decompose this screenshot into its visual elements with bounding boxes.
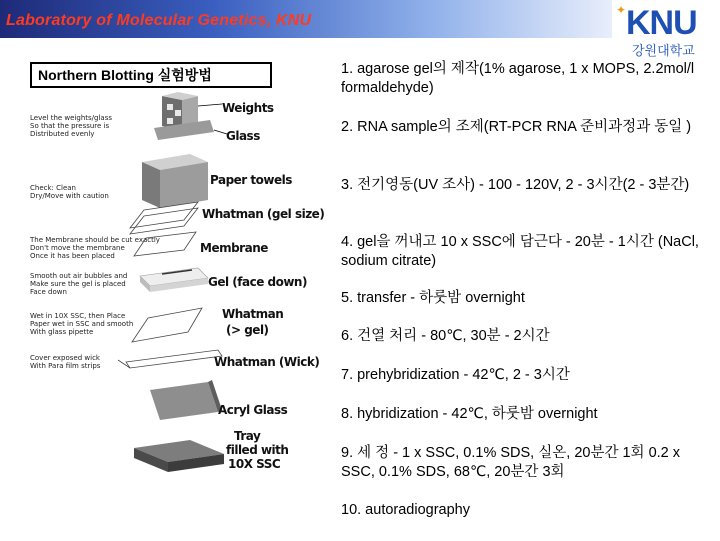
label-whatman-gel: Whatman	[222, 307, 284, 321]
note-14: With glass pipette	[30, 328, 94, 336]
step-item: 4. gel을 꺼내고 10 x SSC에 담근다 - 20분 - 1시간 (NaCl, sodium citrate)	[341, 234, 699, 269]
note-7: Don't move the membrane	[30, 244, 125, 252]
label-membrane: Membrane	[200, 241, 268, 255]
label-tray-sub1: filled with	[226, 443, 289, 457]
note-13: Paper wet in SSC and smooth	[30, 320, 134, 328]
header-bar	[0, 0, 612, 38]
note-2: So that the pressure is	[30, 122, 110, 130]
label-gel: Gel (face down)	[208, 275, 307, 289]
label-weights: Weights	[222, 101, 274, 115]
label-tray-sub2: 10X SSC	[228, 457, 281, 471]
step-item: 6. 건열 처리 - 80℃, 30분 - 2시간	[341, 328, 550, 344]
note-6: The Membrane should be cut exactly	[30, 236, 160, 244]
gel-slab	[140, 268, 208, 292]
note-12: Wet in 10X SSC, then Place	[30, 312, 126, 320]
whatman-dry-sheets	[130, 202, 198, 234]
step-item: 2. RNA sample의 조제(RT-PCR RNA 준비과정과 동일 )	[341, 119, 692, 135]
note-9: Smooth out air bubbles and	[30, 272, 128, 280]
note-4: Check: Clean	[30, 184, 76, 192]
label-whatman-dry: Whatman (gel size)	[202, 207, 325, 221]
section-badge: Northern Blotting 실험방법	[30, 62, 272, 88]
note-16: With Para film strips	[30, 362, 101, 370]
note-11: Face down	[30, 288, 67, 296]
note-5: Dry/Move with caution	[30, 192, 109, 200]
step-item: 9. 세 정 - 1 x SSC, 0.1% SDS, 실온, 20분간 1회 0.2 x SSC, 0.1% SDS, 68℃, 20분간 3회	[341, 445, 681, 480]
step-item: 3. 전기영동(UV 조사) - 100 - 120V, 2 - 3시간(2 - 3분간)	[341, 177, 690, 193]
paper-towels-shape	[142, 154, 208, 208]
step-item: 5. transfer - 하룻밤 overnight	[341, 290, 525, 306]
acryl-glass-shape	[150, 380, 222, 420]
ssc-tray	[134, 440, 224, 472]
step-item: 10. autoradiography	[341, 502, 470, 518]
whatman-gel-sheet	[132, 308, 202, 342]
header-title: Laboratory of Molecular Genetics, KNU	[6, 12, 312, 29]
label-glass: Glass	[226, 129, 260, 143]
label-tray: Tray	[234, 429, 261, 443]
logo-subtitle: 강원대학교	[632, 44, 695, 59]
label-whatman-gel-sub: (> gel)	[226, 323, 269, 337]
knu-logo	[616, 4, 720, 60]
label-whatman-wick: Whatman (Wick)	[214, 355, 320, 369]
note-8: Once it has been placed	[30, 252, 115, 260]
label-acryl-glass: Acryl Glass	[218, 403, 288, 417]
label-paper-towels: Paper towels	[210, 173, 292, 187]
step-item: 1. agarose gel의 제작(1% agarose, 1 x MOPS, 2.2mol/l formaldehyde)	[341, 61, 695, 96]
star-icon: ✦	[616, 3, 627, 17]
note-1: Level the weights/glass	[30, 114, 112, 122]
northern-blot-diagram	[22, 92, 325, 536]
whatman-wick-sheet	[118, 350, 222, 368]
note-15: Cover exposed wick	[30, 354, 100, 362]
note-10: Make sure the gel is placed	[30, 280, 126, 288]
logo-mark: KNU	[626, 4, 697, 42]
step-item: 7. prehybridization - 42℃, 2 - 3시간	[341, 367, 570, 383]
step-item: 8. hybridization - 42℃, 하룻밤 overnight	[341, 406, 598, 422]
note-3: Distributed evenly	[30, 130, 95, 138]
